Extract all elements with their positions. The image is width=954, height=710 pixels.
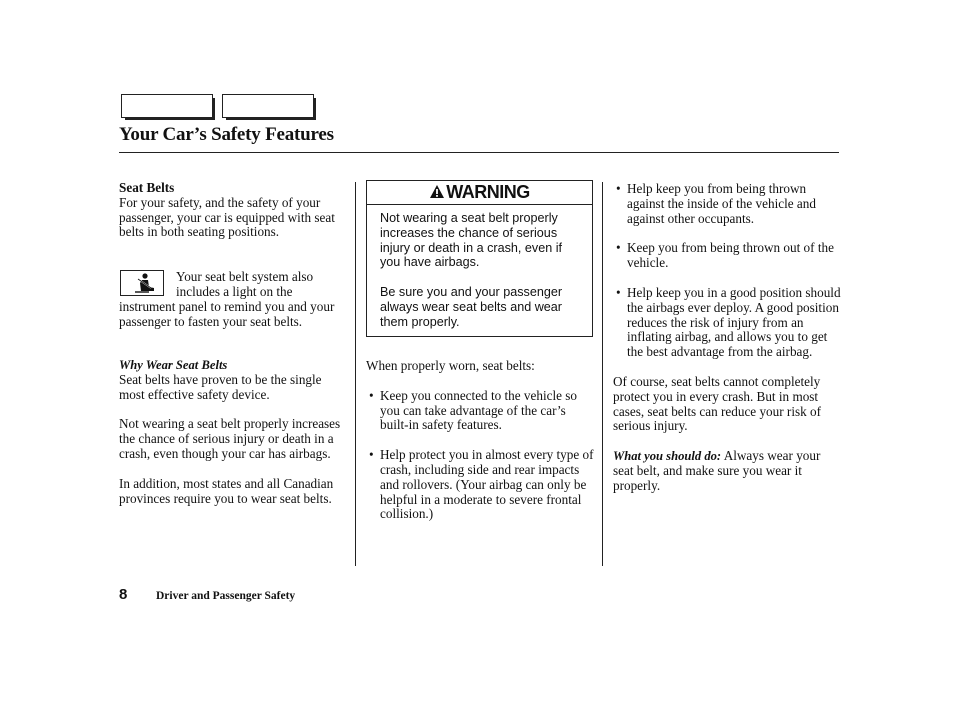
seatbelt-reminder-icon-frame [120,270,164,296]
warning-paragraph-1: Not wearing a seat belt properly increases the chance of serious injury or death in a crash, even if you have airbags. [380,211,563,270]
warning-box [366,180,593,337]
column-divider-2 [602,182,603,566]
light-note-line-a: Your seat belt system also [176,269,314,284]
limits-paragraph: Of course, seat belts cannot completely protect you in every crash. But in most cases, seat belts can reduce your risk of serious injury. [613,373,821,434]
what-to-do-label: What you should do: [613,449,722,464]
why-paragraph-1: Seat belts have proven to be the single most effective safety device. [119,371,322,402]
warning-triangle-icon [429,184,445,199]
benefits-lead: When properly worn, seat belts: [366,358,535,373]
why-paragraph-3: In addition, most states and all Canadian provinces require you to wear seat belts. [119,475,334,506]
column-middle [366,359,594,522]
section-heading-seat-belts: Seat Belts [119,180,175,195]
page-title: Your Car’s Safety Features [119,124,334,145]
header-divider [119,152,839,153]
why-paragraph-2: Not wearing a seat belt properly increases the chance of serious injury or death in a crash, even though your car has airbags. [119,416,341,461]
column-left [119,181,347,240]
section-name: Driver and Passenger Safety [156,590,296,602]
warning-text [380,211,585,345]
benefit-bullet-5: • Help keep you in a good position should the airbags ever deploy. A good position reduces the risk of injury from an inflating airbag, and allows you to get the best advantage from the airbag. [613,286,841,360]
column-divider-1 [355,182,356,566]
benefit-bullet-1: • Keep you connected to the vehicle so you can take advantage of the car’s built-in safety features. [366,389,594,433]
benefit-bullet-4: • Keep you from being thrown out of the vehicle. [613,241,841,271]
light-note-line-b: includes a light on the [176,284,293,299]
nav-box-main-menu[interactable] [121,94,213,118]
warning-header [367,181,592,205]
benefit-bullet-2: • Help protect you in almost every type of crash, including side and rear impacts and rollovers. (Your airbag can only be helpful in a moderate to severe frontal collision.) [366,448,594,522]
what-to-do-text: Always wear your seat belt, and make sure you wear it properly. [613,448,821,493]
warning-paragraph-2: Be sure you and your passenger always wear seat belts and wear them properly. [380,285,563,329]
subheading-why-wear: Why Wear Seat Belts [119,358,228,372]
light-note-rest: instrument panel to remind you and your passenger to fasten your seat belts. [119,299,335,329]
seatbelt-reminder-icon [121,271,163,295]
what-to-do-paragraph [613,449,841,493]
warning-label: WARNING [446,182,530,202]
nav-box-table-of-contents[interactable] [222,94,314,118]
benefit-bullet-3: • Help keep you from being thrown against the inside of the vehicle and against other occupants. [613,182,841,226]
column-right [613,182,841,494]
intro-paragraph: For your safety, and the safety of your passenger, your car is equipped with seat belts in both seating positions. [119,194,335,240]
column-left-why [119,358,347,506]
page-number: 8 [119,586,128,603]
